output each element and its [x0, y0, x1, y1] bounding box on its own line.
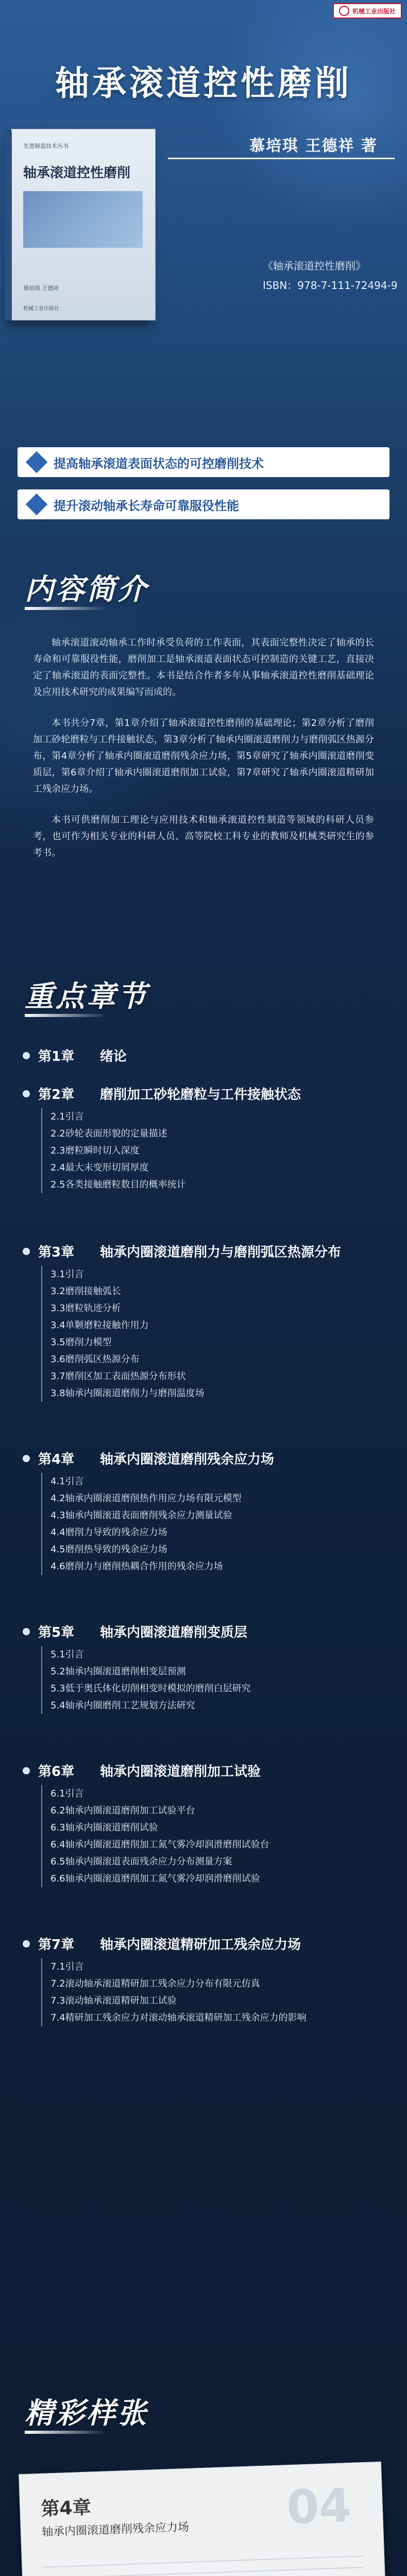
chapter-number: 第4章	[38, 1452, 75, 1467]
section-item: 3.4单颗磨粒接触作用力	[50, 1320, 149, 1331]
feature-banner-1	[18, 447, 389, 477]
section-item: 3.3磨粒轨迹分析	[50, 1303, 121, 1314]
authors-divider	[168, 158, 395, 159]
chapter-name: 轴承内圈滚道磨削残余应力场	[100, 1452, 275, 1467]
section-list	[41, 1473, 383, 1575]
isbn: ISBN：978-7-111-72494-9	[263, 279, 398, 292]
chapter-6	[23, 1761, 383, 1887]
section-item: 2.3磨粒瞬时切入深度	[50, 1145, 140, 1156]
sample-page-1	[19, 2462, 389, 2576]
sample-chapter-title: 轴承内圈滚道磨削残余应力场	[41, 2520, 190, 2539]
chapter-name: 轴承内圈滚道精研加工残余应力场	[100, 1937, 301, 1953]
section-item: 3.6磨削弧区热源分布	[50, 1354, 140, 1365]
top-bar	[0, 0, 407, 19]
section-item: 7.3滚动轴承滚道精研加工试验	[50, 1995, 177, 2006]
section-item: 3.7磨削区加工表面热源分布形状	[50, 1371, 186, 1382]
chapter-4	[23, 1449, 383, 1575]
chapter-name: 轴承内圈滚道磨削力与磨削弧区热源分布	[100, 1245, 342, 1260]
section-item: 5.3低于奥氏体化切削相变时模拟的磨削白层研究	[50, 1683, 251, 1694]
book-cover	[11, 129, 156, 320]
section-item: 4.2轴承内圈滚道磨削热作用应力场有限元模型	[50, 1493, 242, 1504]
bullet-icon	[23, 1455, 30, 1462]
chapter-1	[23, 1046, 383, 1065]
section-item: 4.4磨削力导致的残余应力场	[50, 1527, 167, 1538]
sample-chapter-number: 第4章	[40, 2497, 92, 2520]
intro-paragraph: 本书可供磨削加工理论与应用技术和轴承滚道控性制造等领域的科研人员参考，也可作为相关专业的科研人员、高等院校工科专业的教师及机械类研究生的参考书。	[33, 815, 374, 858]
bullet-icon	[23, 1248, 30, 1255]
chapters-heading: 重点章节	[25, 980, 148, 1013]
intro-text	[33, 635, 374, 876]
bullet-icon	[23, 1767, 30, 1774]
section-item: 3.5磨削力模型	[50, 1337, 112, 1348]
book-spine	[5, 132, 12, 320]
feature-text: 提升滚动轴承长寿命可靠服役性能	[54, 498, 239, 513]
diamond-icon	[26, 451, 47, 473]
bullet-icon	[23, 1090, 30, 1097]
chapter-5	[23, 1622, 383, 1714]
publisher-name: 机械工业出版社	[352, 7, 396, 15]
book-series: 先进制造技术丛书	[23, 143, 69, 149]
section-item: 6.1引言	[50, 1788, 84, 1799]
bullet-icon	[23, 1052, 30, 1059]
section-item: 5.2轴承内圈滚道磨削相变层预测	[50, 1666, 186, 1677]
chapter-name: 绪论	[100, 1049, 127, 1064]
samples-heading: 精彩样张	[25, 2397, 148, 2430]
section-item: 2.5各类接触磨粒数目的概率统计	[50, 1179, 186, 1190]
book-cover-publisher: 机械工业出版社	[23, 306, 59, 312]
section-item: 2.4最大未变形切屑厚度	[50, 1162, 149, 1173]
chapter-number: 第5章	[38, 1625, 75, 1640]
diamond-icon	[26, 494, 47, 515]
sample-chapter-big-number: 04	[285, 2478, 352, 2535]
chapter-number: 第1章	[38, 1049, 75, 1064]
chapter-number: 第7章	[38, 1937, 75, 1953]
section-list	[41, 1646, 383, 1714]
section-item: 4.6磨削力与磨削热耦合作用的残余应力场	[50, 1561, 223, 1572]
publisher-badge	[333, 3, 402, 19]
chapter-number: 第6章	[38, 1764, 75, 1780]
section-item: 3.8轴承内圈滚道磨削力与磨削温度场	[50, 1388, 205, 1399]
section-list	[41, 1108, 383, 1193]
intro-heading: 内容简介	[25, 573, 148, 606]
section-list	[41, 1785, 383, 1887]
section-list	[41, 1958, 383, 2026]
publisher-logo-icon	[339, 6, 349, 16]
section-item: 6.2轴承内圈滚道磨削加工试验平台	[50, 1805, 195, 1816]
section-item: 4.3轴承内圈滚道表面磨削残余应力测量试验	[50, 1510, 232, 1521]
chapter-name: 轴承内圈滚道磨削加工试验	[100, 1764, 261, 1780]
sample-text-lines	[43, 2555, 367, 2576]
book-name: 《轴承滚道控性磨削》	[263, 260, 366, 272]
hero-title: 轴承滚道控性磨削	[55, 63, 352, 103]
authors: 慕培琪 王德祥 著	[249, 137, 378, 155]
section-item: 5.4轴承内圈磨削工艺规划方法研究	[50, 1700, 195, 1711]
section-item: 6.4轴承内圈滚道磨削加工氮气雾冷却润滑磨削试验台	[50, 1839, 269, 1850]
section-item: 6.5轴承内圈滚道表面残余应力分布测量方案	[50, 1856, 232, 1867]
chapter-name: 轴承内圈滚道磨削变质层	[100, 1625, 248, 1640]
section-list	[41, 1266, 383, 1402]
section-item: 3.2磨削接触弧长	[50, 1286, 121, 1297]
section-item: 2.2砂轮表面形貌的定量描述	[50, 1128, 167, 1139]
book-cover-title: 轴承滚道控性磨削	[23, 165, 131, 181]
chapter-3	[23, 1242, 383, 1402]
intro-heading-underline	[25, 607, 107, 610]
intro-paragraph: 本书共分7章，第1章介绍了轴承滚道控性磨削的基础理论；第2章分析了磨削加工砂轮磨粒与工件接触状态，第3章分析了轴承内圈滚道磨削力与磨削弧区热源分布，第4章分析了轴承内圈滚道磨削残余应力场，第5章研究了轴承内圈滚道磨削变质层，第6章介绍了轴承内圈滚道磨削加工试验，第7章研究了轴承内圈滚道精研加工残余应力场。	[33, 718, 374, 794]
section-item: 7.1引言	[50, 1961, 84, 1972]
section-item: 3.1引言	[50, 1269, 84, 1280]
bullet-icon	[23, 1628, 30, 1635]
chapter-number: 第3章	[38, 1245, 75, 1260]
book-cover-authors: 慕培琪 王德祥	[23, 285, 59, 292]
section-item: 4.1引言	[50, 1476, 84, 1487]
section-item: 7.4精研加工残余应力对滚动轴承滚道精研加工残余应力的影响	[50, 2012, 307, 2023]
book-cover-image	[23, 191, 143, 248]
chapters-heading-underline	[25, 1014, 107, 1017]
chapter-number: 第2章	[38, 1087, 75, 1103]
bullet-icon	[23, 1940, 30, 1947]
section-item: 5.1引言	[50, 1649, 84, 1660]
chapter-name: 磨削加工砂轮磨粒与工件接触状态	[100, 1087, 301, 1103]
feature-banner-2	[18, 489, 389, 519]
section-item: 4.5磨削热导致的残余应力场	[50, 1544, 167, 1555]
chapter-7	[23, 1934, 383, 2026]
section-item: 6.6轴承内圈滚道磨削加工氮气雾冷却润滑磨削试验	[50, 1873, 260, 1884]
samples-heading-underline	[25, 2431, 107, 2434]
section-item: 2.1引言	[50, 1111, 84, 1122]
intro-paragraph: 轴承滚道滚动轴承工作时承受负荷的工作表面，其表面完整性决定了轴承的长寿命和可靠服役性能，磨削加工是轴承滚道表面状态可控制造的关键工艺，直接决定了轴承滚道的表面完整性。本书是结合作者多年从事轴承滚道控性磨削基础理论及应用技术研究的成果编写而成的。	[33, 637, 374, 698]
feature-text: 提高轴承滚道表面状态的可控磨削技术	[54, 456, 264, 471]
chapter-2	[23, 1084, 383, 1193]
section-item: 7.2滚动轴承滚道精研加工残余应力分布有限元仿真	[50, 1978, 260, 1989]
section-item: 6.3轴承内圈滚道磨削试验	[50, 1822, 158, 1833]
